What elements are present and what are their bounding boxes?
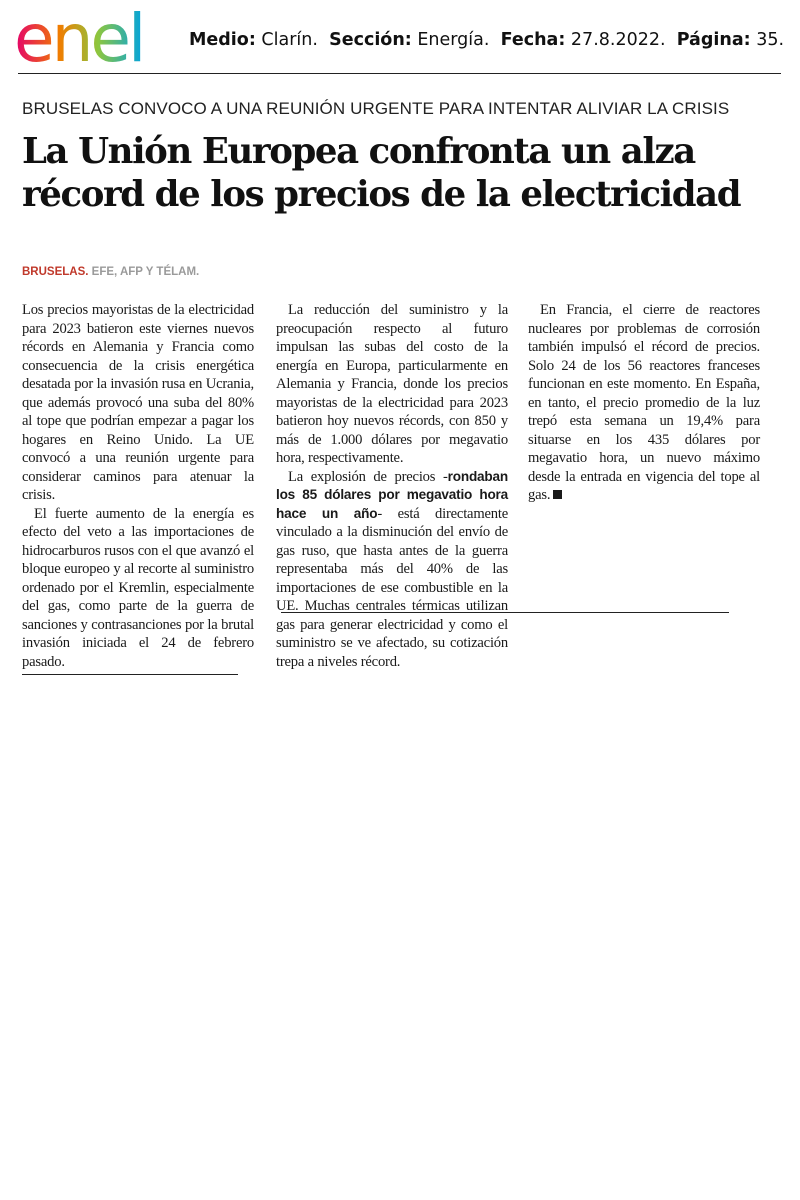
- article-column-2: [276, 301, 508, 671]
- article-column-1: [22, 301, 254, 671]
- header-divider: [18, 73, 781, 74]
- paragraph: [276, 468, 508, 672]
- paragraph: La reducción del suministro y la preocupación respecto al futuro impulsan las subas del costo de la energía en Europa, particularmente en Alemania y Francia, donde los precios mayoristas de la electricidad para 2023 batieron hoy nuevos récords, con 850 y más de 1.000 dólares por megavatio hora, respectivamente.: [276, 302, 508, 466]
- fecha-label: Fecha:: [500, 30, 566, 50]
- byline-agencies: EFE, AFP Y TÉLAM.: [88, 266, 200, 278]
- clipping-header: [0, 0, 800, 78]
- medio-value: Clarín.: [261, 30, 318, 50]
- paragraph: Los precios mayoristas de la electricidad para 2023 batieron este viernes nuevos récords en Alemania y Francia como consecuencia de la crisis energética desatada por la invasión rusa en Ucrania, que además provocó una suba del 80% al tope que podrían empezar a pagar los hogares en Reino Unido. La UE convocó a una reunión urgente para considerar caminos para atenuar la crisis.: [22, 302, 254, 503]
- highlighted-quote: rondaban los 85 dólares por megavatio hora hace un año: [276, 468, 508, 521]
- enel-logo: [14, 6, 182, 70]
- column-divider-left: [22, 674, 238, 675]
- logo-wordmark: enel: [14, 6, 144, 70]
- article-byline: [22, 266, 199, 278]
- paragraph: [528, 301, 760, 505]
- paragraph-text: En Francia, el cierre de reactores nucleares por problemas de corrosión también impulsó el récord de precios. Solo 24 de los 56 reactores franceses funcionan en este momento. En España, en tanto, el precio promedio de la luz trepó esta semana un 19,4% para situarse en los 435 dólares por megavatio hora, un nuevo máximo desde la entrada en vigencia del tope al gas.: [528, 302, 760, 503]
- article-kicker: BRUSELAS CONVOCO A UNA REUNIÓN URGENTE PARA INTENTAR ALIVIAR LA CRISIS: [22, 99, 730, 118]
- end-of-article-square-icon: [553, 490, 562, 499]
- headline-line-1: La Unión Europea confronta un alza: [22, 131, 695, 172]
- article-column-3: [528, 301, 760, 505]
- paragraph-text: - está directamente vinculado a la disminución del envío de gas ruso, que hasta antes de la guerra representaba más del 40% de las importaciones de ese combustible en la UE. Muchas centrales térmicas utilizan gas para generar electricidad y como el suministro se ve afectado, su cotización trepa a niveles récord.: [276, 505, 508, 670]
- seccion-value: Energía.: [417, 30, 490, 50]
- clipping-metadata: [189, 30, 784, 50]
- paragraph: El fuerte aumento de la energía es efecto del veto a las importaciones de hidrocarburos rusos con el que avanzó el bloque europeo y al recorte al suministro ordenado por el Kremlin, especialmente del gas, como parte de la guerra de sanciones y contrasanciones por la brutal invasión iniciada el 24 de febrero pasado.: [22, 505, 254, 670]
- pagina-value: 35.: [756, 30, 785, 50]
- pagina-label: Página:: [676, 30, 751, 50]
- byline-place: BRUSELAS.: [22, 266, 89, 278]
- seccion-label: Sección:: [329, 30, 412, 50]
- fecha-value: 27.8.2022.: [570, 30, 666, 50]
- column-divider-right: [281, 612, 729, 613]
- article-headline: [22, 130, 782, 216]
- paragraph-text: La explosión de precios -: [288, 468, 448, 485]
- medio-label: Medio:: [189, 30, 256, 50]
- headline-line-2: récord de los precios de la electricidad: [22, 174, 741, 215]
